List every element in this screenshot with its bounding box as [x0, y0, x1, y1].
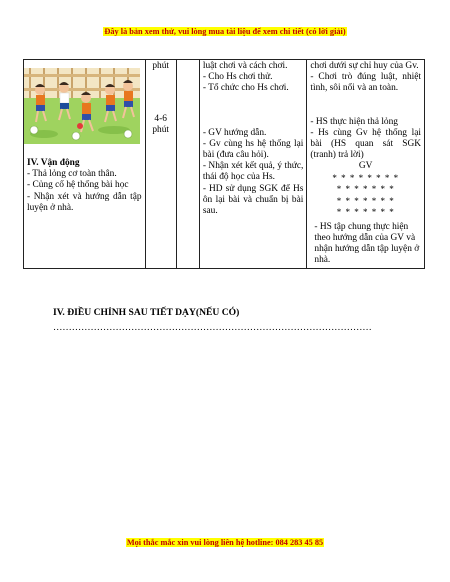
teacher-line: - Gv cùng hs hệ thống lại bài (đưa câu hỏi). [202, 138, 304, 161]
teacher-line: - Tổ chức cho Hs chơi. [202, 83, 289, 94]
empty-cell [176, 60, 199, 269]
teacher-line: - HD sử dụng SGK để Hs ôn lại bài và chuẩn bị bài sau. [202, 183, 304, 217]
lesson-table [23, 59, 425, 269]
teacher-line: - Nhận xét kết quả, ý thức, thái độ học của Hs. [202, 161, 304, 183]
section-title: IV. Vận động [27, 158, 80, 168]
student-line: - HS tập chung thực hiện theo hướng dẫn của GV và nhận hướng dẫn tập luyện ở nhà. [314, 221, 420, 266]
formation-row: * * * * * * * [336, 184, 395, 195]
student-line: - Hs cùng Gv hệ thống lại bài (HS quan sát SGK (tranh) trả lời) [310, 127, 421, 161]
preview-banner-text: Đây là bản xem thử, vui lòng mua tài liệu để xem chi tiết (có lời giải) [104, 27, 346, 36]
teacher-line: luật chơi và cách chơi. [202, 61, 288, 71]
teacher-line: - Cho Hs chơi thử. [202, 72, 273, 83]
children-playing-illustration [24, 60, 140, 144]
teacher-position-label: GV [358, 161, 373, 172]
content-line: - Nhận xét và hướng dẫn tập luyện ở nhà. [27, 191, 142, 213]
student-activity-cell [307, 60, 425, 269]
student-line: chơi dưới sự chỉ huy của Gv. [310, 61, 419, 71]
student-line: - HS thực hiện thả lỏng [310, 116, 398, 127]
hotline-footer-text: Mọi thắc mắc xin vui lòng liên hệ hotline: 084 283 45 85 [126, 538, 324, 547]
adjustment-dots: ………………………………………………………………………………………… [53, 323, 372, 333]
content-line: - Thả lỏng cơ toàn thân. [27, 169, 117, 180]
time-cell [145, 60, 176, 269]
content-line: - Củng cố hệ thống bài học [27, 180, 129, 191]
time-duration: 4-6 phút [152, 114, 169, 136]
time-unit-top: phút [152, 61, 169, 71]
formation-row: * * * * * * * [336, 207, 395, 218]
table-row [24, 60, 425, 269]
teacher-line: - GV hướng dẫn. [202, 127, 267, 138]
formation-row: * * * * * * * * [332, 172, 400, 183]
student-line: - Chơi trò đúng luật, nhiệt tình, sôi nổi và an toàn. [310, 72, 421, 94]
teacher-activity-cell [199, 60, 307, 269]
hotline-footer [0, 538, 450, 547]
preview-banner [0, 27, 450, 36]
content-cell [24, 60, 146, 269]
adjustment-heading: IV. ĐIỀU CHỈNH SAU TIẾT DẠY(NẾU CÓ) [53, 307, 240, 318]
formation-row: * * * * * * * [336, 195, 395, 206]
